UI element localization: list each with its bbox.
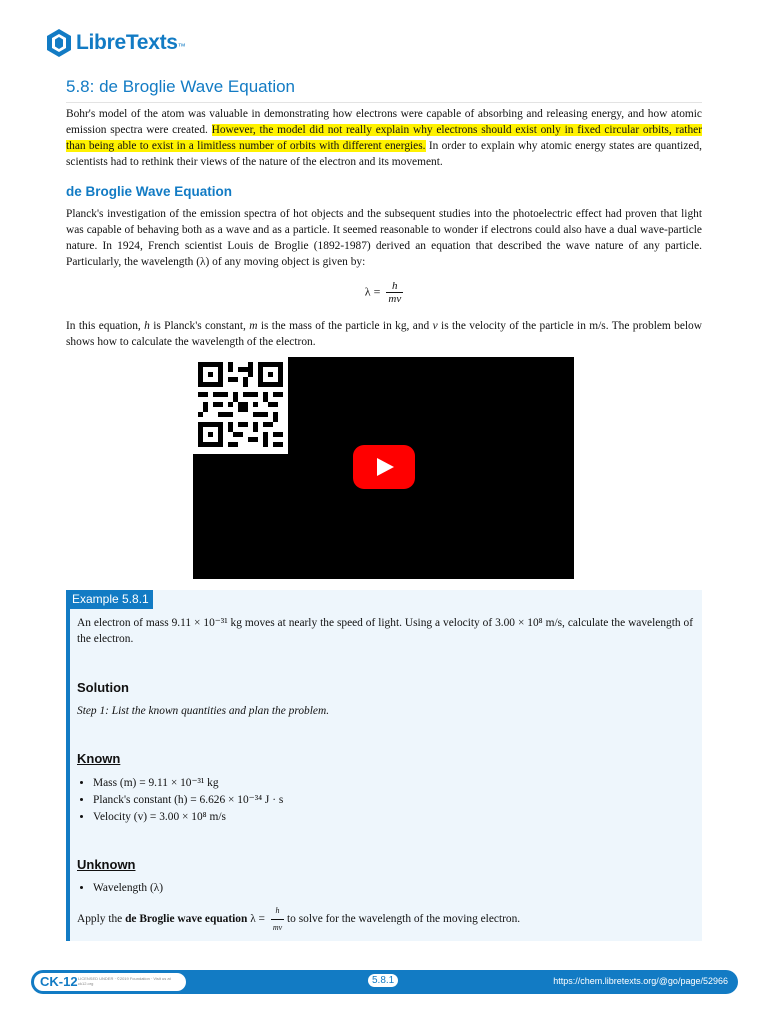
libretexts-logo[interactable]: [46, 28, 186, 58]
list-item: • Wavelength (λ): [93, 880, 163, 897]
apply-text-1: Apply the: [77, 913, 126, 926]
explain-text-2: is Planck's constant,: [149, 320, 250, 332]
equation-numerator: h: [386, 280, 403, 293]
list-item: • Velocity (v) = 3.00 × 10⁸ m/s: [93, 809, 283, 826]
intro-text-1: Bohr's model of the atom was valuable in demonstrating how electrons were capable of absorbing and releasing energy, and how atomic emission spectra were created.: [66, 108, 702, 136]
footer-bar: [31, 970, 738, 994]
intro-highlight: However, the model did not really explain why electrons should exist only in fixed circular orbits, rather than being able to exist in a limitless number of orbits with different energies.: [66, 124, 703, 152]
qr-code: [193, 357, 288, 454]
page-number: 5.8.1: [368, 974, 398, 987]
step-1: Step 1: List the known quantities and plan the problem.: [77, 705, 330, 717]
video-player[interactable]: [193, 357, 574, 579]
known-heading: Known: [77, 751, 121, 766]
apply-paragraph: [77, 903, 693, 936]
unknown-list: [77, 880, 163, 897]
planck-paragraph: Planck's investigation of the emission spectra of hot objects and the subsequent studies into the photoelectric effect had proven that light was capable of behaving both as a wave and as a particle. It seemed reasonable to wonder if electrons could also have a dual wave-particle nature. In 1924, French scientist Louis de Broglie (1892-1987) derived an equation that described the wave nature of any particle. Particularly, the wavelength (λ) of any moving object is given by:: [66, 208, 702, 268]
ck12-logo: CK-12: [40, 974, 78, 989]
intro-paragraph: [66, 106, 702, 170]
ck12-license-text: LICENSED UNDER · ©2019 Foundation · Visit us at ck12.org: [78, 976, 171, 986]
play-icon: [377, 458, 394, 476]
apply-num: h: [271, 903, 284, 920]
apply-bold: de Broglie wave equation: [125, 913, 248, 926]
explain-text-1: In this equation,: [66, 320, 145, 332]
explain-paragraph: [66, 318, 702, 350]
apply-fraction: [271, 903, 284, 936]
explain-text-3: is the mass of the particle in kg, and: [257, 320, 433, 332]
unknown-heading: Unknown: [77, 857, 136, 872]
list-item: • Planck's constant (h) = 6.626 × 10⁻³⁴ J · s: [93, 792, 283, 809]
explain-text-4: is the velocity of the particle in m/s. The problem below shows how to calculate the wavelength of the electron.: [66, 320, 702, 348]
ck12-badge[interactable]: [34, 973, 186, 991]
apply-eq: λ =: [247, 913, 268, 926]
equation-denominator: mv: [388, 293, 402, 305]
example-problem: An electron of mass 9.11 × 10⁻³¹ kg moves at nearly the speed of light. Using a velocity of 3.00 × 10⁸ m/s, calculate the wavelength of the electron.: [77, 617, 693, 645]
equation-fraction: [386, 280, 403, 305]
equation-lhs: λ =: [364, 284, 381, 299]
apply-text-2: to solve for the wavelength of the moving electron.: [284, 913, 521, 926]
intro-text-2: In order to explain why atomic energy states are quantized, scientists had to rethink their views of the nature of the electron and its movement.: [66, 140, 702, 168]
list-item: • Mass (m) = 9.11 × 10⁻³¹ kg: [93, 775, 283, 792]
logo-trademark: ™: [177, 41, 186, 51]
de-broglie-equation: [0, 280, 768, 305]
youtube-play-button[interactable]: [353, 445, 415, 489]
symbol-v: v: [432, 320, 438, 332]
apply-den: mv: [272, 923, 283, 932]
symbol-m: m: [249, 320, 258, 332]
logo-text: LibreTexts: [76, 31, 178, 54]
page-title: 5.8: de Broglie Wave Equation: [66, 77, 702, 103]
solution-heading: Solution: [77, 680, 129, 695]
page-url[interactable]: https://chem.libretexts.org/@go/page/52966: [553, 976, 728, 986]
known-list: [77, 775, 283, 826]
section-heading: de Broglie Wave Equation: [66, 184, 233, 199]
symbol-h: h: [144, 320, 150, 332]
libretexts-logo-icon: [46, 28, 72, 58]
qr-code-icon: [198, 362, 283, 447]
example-label: Example 5.8.1: [68, 590, 153, 609]
